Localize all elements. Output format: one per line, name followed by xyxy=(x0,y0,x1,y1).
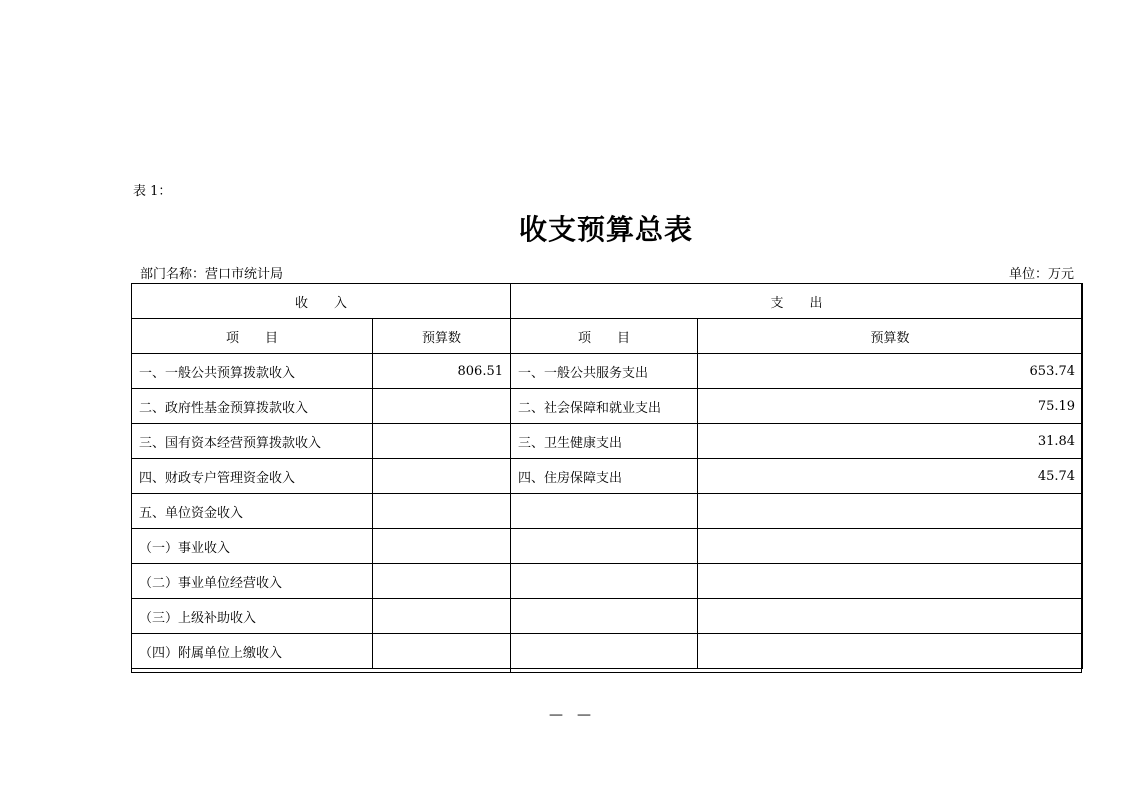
table-row xyxy=(132,599,1083,634)
income-amount-cell xyxy=(373,564,511,599)
expense-item-cell: 一、一般公共服务支出 xyxy=(511,354,698,389)
expense-item-cell: 二、社会保障和就业支出 xyxy=(511,389,698,424)
expense-item-cell: 四、住房保障支出 xyxy=(511,459,698,494)
income-item-cell: （一）事业收入 xyxy=(132,529,373,564)
table-row xyxy=(132,459,1083,494)
income-amount-cell: 806.51 xyxy=(373,354,511,389)
section-header-row xyxy=(132,284,1083,319)
expense-header: 支 出 xyxy=(511,284,1083,319)
expense-amount-cell: 31.84 xyxy=(698,424,1083,459)
income-item-cell: （二）事业单位经营收入 xyxy=(132,564,373,599)
expense-item-cell xyxy=(511,564,698,599)
income-amount-cell xyxy=(373,529,511,564)
budget-table xyxy=(131,283,1083,669)
income-item-header: 项 目 xyxy=(132,319,373,354)
expense-amount-cell: 75.19 xyxy=(698,389,1083,424)
income-amount-cell xyxy=(373,634,511,669)
expense-item-header: 项 目 xyxy=(511,319,698,354)
department-name: 部门名称：营口市统计局 xyxy=(140,267,284,282)
expense-amount-cell xyxy=(698,494,1083,529)
table-row xyxy=(132,564,1083,599)
page-number: — — xyxy=(549,707,591,723)
income-item-cell: 二、政府性基金预算拨款收入 xyxy=(132,389,373,424)
expense-amount-cell: 45.74 xyxy=(698,459,1083,494)
income-amount-cell xyxy=(373,424,511,459)
income-item-cell: 一、一般公共预算拨款收入 xyxy=(132,354,373,389)
expense-item-cell xyxy=(511,634,698,669)
table-row xyxy=(132,389,1083,424)
table-row xyxy=(132,494,1083,529)
table-row xyxy=(132,634,1083,669)
expense-amount-cell xyxy=(698,564,1083,599)
column-header-row xyxy=(132,319,1083,354)
income-item-cell: 五、单位资金收入 xyxy=(132,494,373,529)
income-amount-cell xyxy=(373,494,511,529)
income-header: 收 入 xyxy=(132,284,511,319)
income-budget-header: 预算数 xyxy=(373,319,511,354)
expense-amount-cell xyxy=(698,529,1083,564)
expense-amount-cell: 653.74 xyxy=(698,354,1083,389)
income-item-cell: （四）附属单位上缴收入 xyxy=(132,634,373,669)
table-row xyxy=(132,354,1083,389)
table-label: 表 1： xyxy=(133,184,172,199)
table-row xyxy=(132,424,1083,459)
expense-amount-cell xyxy=(698,634,1083,669)
income-item-cell: 四、财政专户管理资金收入 xyxy=(132,459,373,494)
income-item-cell: （三）上级补助收入 xyxy=(132,599,373,634)
expense-item-cell: 三、卫生健康支出 xyxy=(511,424,698,459)
expense-item-cell xyxy=(511,529,698,564)
unit-label: 单位：万元 xyxy=(1008,267,1074,282)
page-title: 收支预算总表 xyxy=(518,213,693,246)
income-item-cell: 三、国有资本经营预算拨款收入 xyxy=(132,424,373,459)
expense-item-cell xyxy=(511,494,698,529)
expense-amount-cell xyxy=(698,599,1083,634)
expense-budget-header: 预算数 xyxy=(698,319,1083,354)
income-amount-cell xyxy=(373,389,511,424)
income-amount-cell xyxy=(373,599,511,634)
expense-item-cell xyxy=(511,599,698,634)
table-row xyxy=(132,529,1083,564)
income-amount-cell xyxy=(373,459,511,494)
